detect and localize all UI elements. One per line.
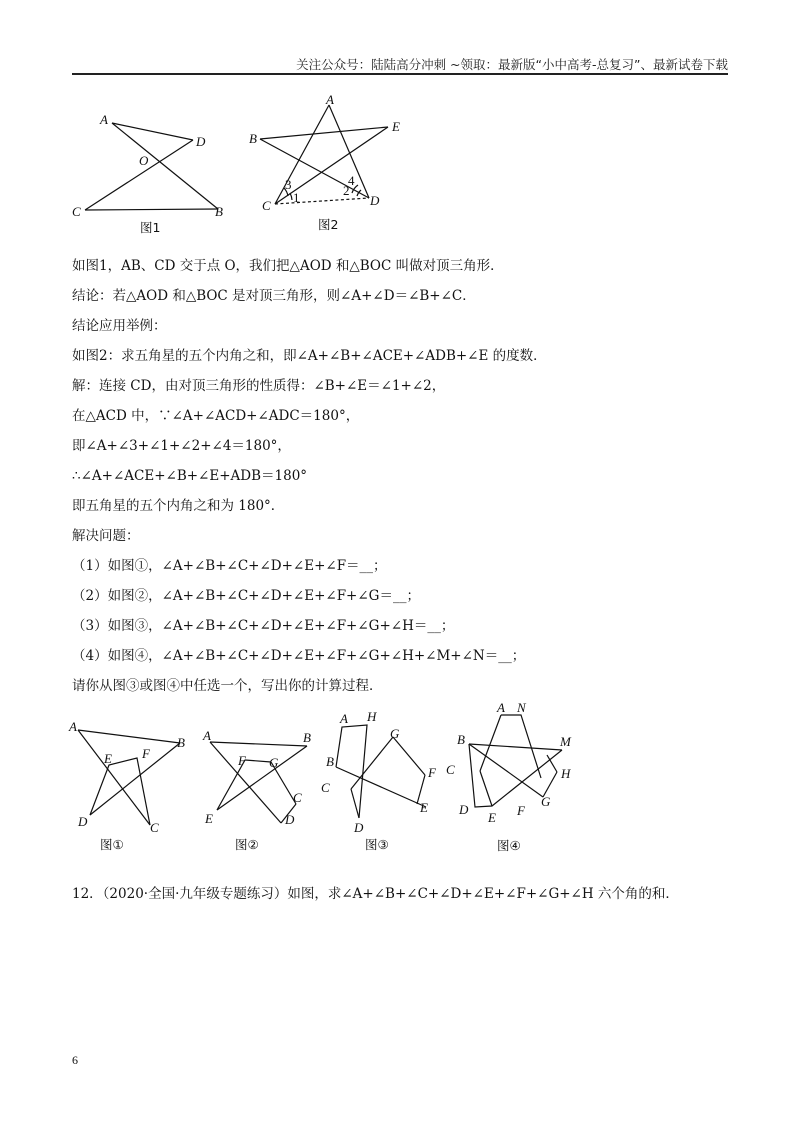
figc4-label-G: G [541,794,551,809]
fig2-label-2: 2 [343,183,350,198]
figure-circle-3 [315,705,455,857]
figc2-label-C: C [293,790,302,805]
figc2-label-E: E [205,811,213,826]
question-part-1: （1）如图①，∠A+∠B+∠C+∠D+∠E+∠F＝__； [72,558,387,574]
fig1-label-O: O [139,153,149,168]
fig2-caption: 图2 [318,217,339,232]
question-12: 12．（2020·全国·九年级专题练习）如图，求∠A+∠B+∠C+∠D+∠E+∠F+∠G+∠H 六个角的和． [72,886,679,902]
figure-circle-4 [445,698,585,858]
figc4-label-F: F [517,803,525,818]
figc3-label-G: G [390,726,400,741]
figc4-label-E: E [488,810,496,825]
page-number: 6 [72,1053,78,1067]
figc2-caption: 图② [235,837,259,852]
text-line-2: 结论：若△AOD 和△BOC 是对顶三角形，则∠A+∠D＝∠B+∠C． [72,288,476,304]
figc4-label-C: C [446,762,455,777]
figc3-label-D: D [354,820,364,835]
fig1-caption: 图1 [140,220,161,235]
figure-circle-1 [65,715,200,855]
figc4-label-B: B [457,732,465,747]
fig2-label-3: 3 [285,177,292,192]
text-line-3: 结论应用举例： [72,318,167,334]
fig2-label-D: D [370,193,380,208]
figc3-label-F: F [428,765,436,780]
text-line-10: 解决问题： [72,528,140,544]
figure-2 [240,92,420,240]
fig2-label-B: B [249,131,257,146]
figc2-label-G: G [269,755,279,770]
figc3-label-B: B [326,754,334,769]
text-line-1: 如图1，AB、CD 交于点 O，我们把△AOD 和△BOC 叫做对顶三角形． [72,258,504,274]
text-line-4: 如图2：求五角星的五个内角之和，即∠A+∠B+∠ACE+∠ADB+∠E 的度数． [72,348,547,364]
fig2-label-A: A [326,92,334,107]
figc3-label-H: H [367,709,377,724]
header-text: 关注公众号：陆陆高分冲刺 ~领取：最新版“小中高考-总复习”、最新试卷下载 [296,57,728,72]
question-part-2: （2）如图②，∠A+∠B+∠C+∠D+∠E+∠F+∠G＝__； [72,588,420,604]
figc1-label-E: E [104,751,112,766]
figc1-label-F: F [142,746,150,761]
fig1-label-A: A [100,112,108,127]
fig2-label-E: E [392,119,400,134]
figure-1 [60,100,240,240]
text-line-8: ∴∠A+∠ACE+∠B+∠E+ADB＝180° [72,468,308,484]
header-rule [72,73,728,75]
figc3-label-A: A [340,711,348,726]
figc3-label-E: E [420,800,428,815]
figc1-label-D: D [78,814,88,829]
figc3-caption: 图③ [365,837,389,852]
figc1-label-C: C [150,820,159,835]
figc4-caption: 图④ [497,838,521,853]
fig2-label-C: C [262,198,271,213]
figc4-label-D: D [459,802,469,817]
text-line-6: 在△ACD 中，∵∠A+∠ACD+∠ADC＝180°， [72,408,360,424]
figc2-label-D: D [285,812,295,827]
text-line-instruction: 请你从图③或图④中任选一个，写出你的计算过程． [72,678,383,694]
question-part-3: （3）如图③，∠A+∠B+∠C+∠D+∠E+∠F+∠G+∠H＝__； [72,618,455,634]
fig1-label-B: B [215,204,223,219]
figc2-label-B: B [303,730,311,745]
fig2-label-1: 1 [293,190,300,205]
fig2-label-4: 4 [348,173,355,188]
figc4-label-N: N [517,700,526,715]
figc1-label-B: B [177,735,185,750]
figc4-label-A: A [497,700,505,715]
figure-circle-2 [195,720,330,855]
fig1-label-D: D [196,134,206,149]
figc4-label-M: M [560,734,571,749]
question-part-4: （4）如图④，∠A+∠B+∠C+∠D+∠E+∠F+∠G+∠H+∠M+∠N＝__； [72,648,526,664]
text-line-7: 即∠A+∠3+∠1+∠2+∠4＝180°， [72,438,291,454]
figc2-label-F: F [238,753,246,768]
text-line-9: 即五角星的五个内角之和为 180°． [72,498,285,514]
fig1-label-C: C [72,204,81,219]
figc1-label-A: A [69,719,77,734]
figc4-label-H: H [561,766,571,781]
text-line-5: 解：连接 CD，由对顶三角形的性质得：∠B+∠E＝∠1+∠2， [72,378,446,394]
figc1-caption: 图① [100,837,124,852]
figc2-label-A: A [203,728,211,743]
figc3-label-C: C [321,780,330,795]
